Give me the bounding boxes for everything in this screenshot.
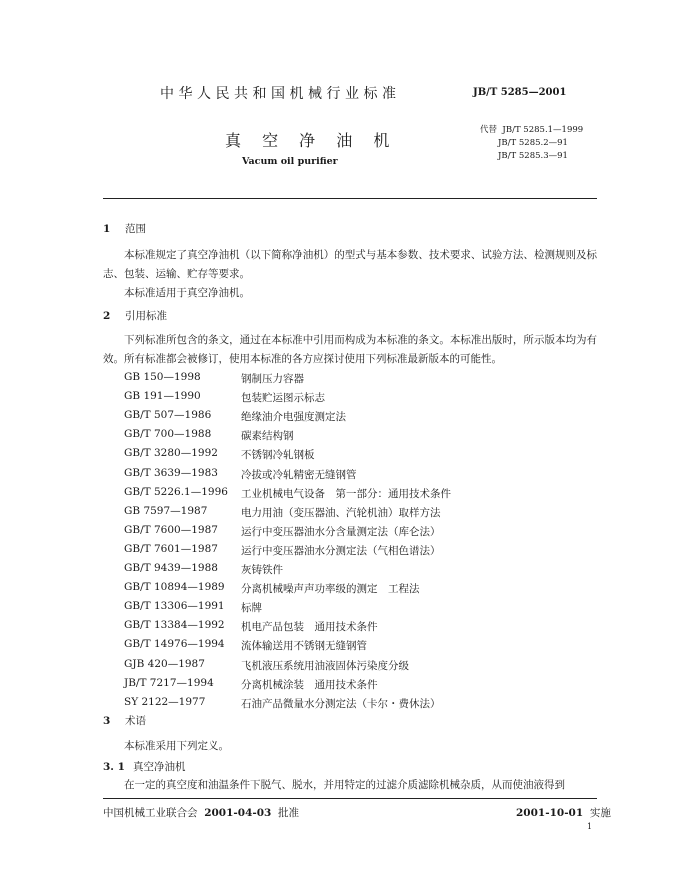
reference-code: SY 2122—1977 — [124, 695, 206, 708]
section-title: 引用标准 — [125, 310, 167, 322]
page-number: 1 — [587, 822, 593, 831]
reference-code: GB 7597—1987 — [124, 504, 208, 517]
section-2-heading — [103, 308, 167, 323]
replaces-item: JB/T 5285.1—1999 — [502, 125, 584, 135]
section-title: 范围 — [125, 223, 146, 235]
reference-code: GB 191—1990 — [124, 390, 201, 403]
issue-label: 批准 — [278, 807, 300, 819]
reference-title: 运行中变压器油水分含量测定法（库仑法） — [241, 525, 441, 538]
reference-code: GB/T 700—1988 — [124, 428, 212, 441]
section-3-paragraph-1: 本标准采用下列定义。 — [124, 740, 229, 752]
section-1-paragraph-1: 本标准规定了真空净油机（以下简称净油机）的型式与基本参数、技术要求、试验方法、检测规则及标志、包装、运输、贮存等要求。 — [103, 249, 597, 280]
reference-title: 冷拔或冷轧精密无缝钢管 — [241, 468, 357, 481]
section-3-1-heading — [103, 759, 186, 774]
reference-title: 分离机械涂装 通用技术条件 — [241, 678, 378, 691]
issuer: 中国机械工业联合会 — [103, 807, 198, 819]
reference-code: GB/T 3639—1983 — [124, 466, 218, 479]
reference-title: 碳素结构钢 — [241, 430, 294, 443]
reference-code: GB/T 507—1986 — [124, 409, 212, 422]
section-number: 2 — [103, 310, 111, 322]
section-number: 1 — [103, 223, 111, 235]
reference-title: 工业机械电气设备 第一部分：通用技术条件 — [241, 487, 451, 500]
section-2-paragraph-1: 下列标准所包含的条文，通过在本标准中引用而构成为本标准的条文。本标准出版时，所示版本均为有效。所有标准都会被修订，使用本标准的各方应探讨使用下列标准最新版本的可能性。 — [103, 334, 597, 365]
implementation-date: 2001-10-01 — [516, 807, 584, 819]
reference-title: 电力用油（变压器油、汽轮机油）取样方法 — [241, 506, 441, 519]
section-3-heading — [103, 713, 146, 728]
document-title: 真 空 净 油 机 — [225, 131, 398, 150]
reference-code: GB 150—1998 — [124, 371, 201, 383]
reference-code: GB/T 7601—1987 — [124, 542, 218, 555]
issue-info — [103, 805, 299, 820]
reference-title: 流体输送用不锈钢无缝钢管 — [241, 640, 367, 653]
section-number: 3. 1 — [103, 761, 125, 773]
reference-code: GB/T 14976—1994 — [124, 638, 225, 651]
section-3-1-paragraph-1: 在一定的真空度和油温条件下脱气、脱水，并用特定的过滤介质滤除机械杂质，从而使油液得到 — [124, 779, 565, 791]
section-1-heading — [103, 221, 146, 236]
reference-title: 分离机械噪声声功率级的测定 工程法 — [241, 583, 420, 596]
reference-code: GB/T 9439—1988 — [124, 562, 218, 574]
replaces-line-1 — [480, 124, 583, 137]
reference-code: GJB 420—1987 — [124, 657, 205, 670]
section-number: 3 — [103, 715, 111, 727]
replaces-item: JB/T 5285.3—91 — [498, 151, 568, 161]
reference-title: 飞机液压系统用油液固体污染度分级 — [241, 659, 409, 672]
document-title-english: Vacum oil purifier — [242, 156, 338, 167]
implementation-info — [516, 805, 611, 820]
reference-title: 不锈钢冷轧钢板 — [241, 449, 315, 462]
footer-rule — [103, 798, 597, 799]
reference-title: 绝缘油介电强度测定法 — [241, 411, 346, 424]
replaces-item: JB/T 5285.2—91 — [498, 138, 568, 148]
reference-title: 钢制压力容器 — [241, 373, 304, 385]
replaces-label: 代替 — [480, 125, 498, 135]
section-1-paragraph-2: 本标准适用于真空净油机。 — [124, 287, 250, 299]
section-title: 真空净油机 — [133, 761, 186, 773]
reference-title: 机电产品包装 通用技术条件 — [241, 621, 378, 634]
replaces-block — [480, 124, 583, 163]
reference-code: GB/T 13306—1991 — [124, 600, 225, 613]
reference-title: 运行中变压器油水分测定法（气相色谱法） — [241, 544, 441, 557]
reference-code: JB/T 7217—1994 — [124, 676, 214, 689]
reference-code: GB/T 13384—1992 — [124, 619, 225, 632]
org-title: 中华人民共和国机械行业标准 — [160, 86, 401, 102]
reference-code: GB/T 7600—1987 — [124, 523, 218, 536]
implementation-label: 实施 — [589, 807, 611, 819]
reference-code: GB/T 10894—1989 — [124, 581, 225, 594]
reference-code: GB/T 5226.1—1996 — [124, 485, 228, 498]
reference-title: 灰铸铁件 — [241, 564, 283, 576]
reference-title: 石油产品微量水分测定法（卡尔・费休法） — [241, 697, 441, 710]
reference-title: 包装贮运图示标志 — [241, 392, 325, 405]
reference-code: GB/T 3280—1992 — [124, 447, 218, 460]
reference-title: 标牌 — [241, 602, 262, 615]
issue-date: 2001-04-03 — [204, 807, 272, 819]
standard-code: JB/T 5285—2001 — [473, 87, 567, 98]
header-rule — [103, 198, 597, 199]
section-title: 术语 — [125, 715, 146, 727]
